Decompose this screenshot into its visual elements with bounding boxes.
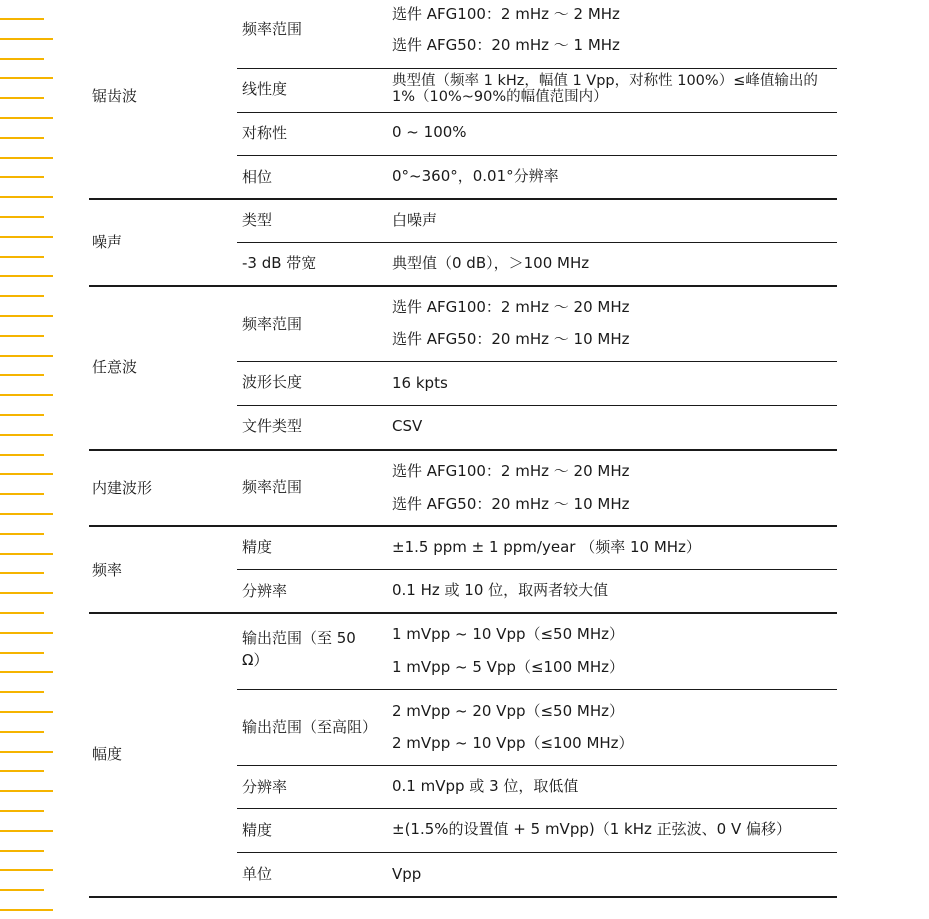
ruler-tick [0, 196, 53, 198]
param-label: 线性度 [242, 80, 288, 98]
category-label: 幅度 [92, 745, 123, 763]
param-label: 频率范围 [242, 478, 303, 496]
ruler-tick [0, 473, 53, 475]
ruler-tick [0, 612, 44, 614]
param-label: -3 dB 带宽 [242, 254, 317, 272]
ruler-tick [0, 770, 44, 772]
spec-row [237, 614, 837, 690]
ruler-tick [0, 869, 53, 871]
value-text: ±(1.5%的设置值 + 5 mVpp)（1 kHz 正弦波、0 V 偏移） [392, 820, 791, 838]
category-label: 锯齿波 [92, 87, 138, 105]
value-text: 选件 AFG100：2 mHz ～ 20 MHz [392, 462, 630, 480]
ruler-tick [0, 632, 53, 634]
ruler-tick [0, 493, 44, 495]
value-text: 1 mVpp ~ 5 Vpp（≤100 MHz） [392, 658, 625, 676]
ruler-tick [0, 572, 44, 574]
spec-row [237, 451, 837, 525]
ruler-tick [0, 533, 44, 535]
spec-row [237, 287, 837, 362]
ruler-tick [0, 256, 44, 258]
spec-group-arbitrary [89, 287, 837, 451]
ruler-tick [0, 157, 53, 159]
value-text: 0 ~ 100% [392, 123, 467, 141]
param-label: 频率范围 [242, 315, 303, 333]
spec-group-sawtooth [89, 0, 837, 200]
ruler-tick [0, 374, 44, 376]
param-label: 相位 [242, 168, 273, 186]
spec-row [237, 200, 837, 243]
ruler-tick [0, 434, 53, 436]
spec-row [237, 0, 837, 69]
ruler-tick [0, 275, 53, 277]
spec-row [237, 853, 837, 896]
param-label: 精度 [242, 821, 273, 839]
value-text: 白噪声 [392, 211, 438, 229]
category-label: 噪声 [92, 233, 123, 251]
ruler-tick [0, 97, 44, 99]
category-label: 频率 [92, 561, 123, 579]
ruler-tick [0, 315, 53, 317]
ruler-tick [0, 711, 53, 713]
ruler-tick [0, 790, 53, 792]
ruler-tick [0, 216, 44, 218]
category-label: 内建波形 [92, 479, 153, 497]
ruler-tick [0, 38, 53, 40]
ruler-tick [0, 751, 53, 753]
value-text: 2 mVpp ~ 10 Vpp（≤100 MHz） [392, 734, 634, 752]
param-label: 单位 [242, 865, 273, 883]
value-text: CSV [392, 417, 423, 435]
param-label: 输出范围（至 50 Ω） [242, 629, 356, 669]
spec-group-amplitude [89, 614, 837, 898]
spec-group-frequency [89, 527, 837, 614]
value-text: 0.1 mVpp 或 3 位，取低值 [392, 777, 579, 795]
param-label: 文件类型 [242, 417, 303, 435]
ruler-tick [0, 137, 44, 139]
spec-row [237, 243, 837, 285]
spec-row [237, 527, 837, 570]
ruler-tick [0, 58, 44, 60]
value-text: 典型值（频率 1 kHz，幅值 1 Vpp，对称性 100%）≤峰值输出的 1%（10%~90%的幅值范围内） [392, 73, 818, 105]
ruler-tick [0, 414, 44, 416]
value-text: 选件 AFG50：20 mHz ～ 1 MHz [392, 36, 620, 54]
ruler-tick [0, 18, 44, 20]
param-label: 对称性 [242, 124, 288, 142]
specification-table [89, 0, 837, 919]
value-text: 1 mVpp ~ 10 Vpp（≤50 MHz） [392, 625, 625, 643]
value-text: 16 kpts [392, 374, 448, 392]
ruler-tick [0, 691, 44, 693]
ruler-tick [0, 810, 44, 812]
spec-row [237, 69, 837, 113]
value-text: 2 mVpp ~ 20 Vpp（≤50 MHz） [392, 702, 625, 720]
value-text: ±1.5 ppm ± 1 ppm/year （频率 10 MHz） [392, 538, 701, 556]
value-text: Vpp [392, 865, 422, 883]
spec-row [237, 766, 837, 809]
spec-row [237, 690, 837, 766]
param-label: 输出范围（至高阻） [242, 718, 378, 736]
ruler-tick [0, 454, 44, 456]
ruler-tick [0, 394, 53, 396]
spec-row [237, 113, 837, 156]
spec-row [237, 406, 837, 449]
param-label: 分辨率 [242, 582, 288, 600]
spec-row [237, 809, 837, 853]
spec-row [237, 362, 837, 406]
ruler-tick [0, 592, 53, 594]
param-label: 分辨率 [242, 778, 288, 796]
ruler-tick [0, 553, 53, 555]
value-text: 选件 AFG100：2 mHz ～ 20 MHz [392, 298, 630, 316]
param-label: 频率范围 [242, 20, 303, 38]
ruler-tick [0, 850, 44, 852]
ruler-tick [0, 77, 53, 79]
ruler-tick [0, 909, 53, 911]
ruler-tick [0, 176, 44, 178]
spec-group-builtin-waveform [89, 451, 837, 527]
ruler-tick [0, 513, 53, 515]
ruler-tick [0, 731, 44, 733]
param-label: 波形长度 [242, 373, 303, 391]
spec-group-noise [89, 200, 837, 287]
ruler-tick [0, 830, 53, 832]
value-text: 选件 AFG100：2 mHz ～ 2 MHz [392, 5, 620, 23]
ruler-tick [0, 889, 44, 891]
value-text: 0.1 Hz 或 10 位，取两者较大值 [392, 581, 609, 599]
value-text: 选件 AFG50：20 mHz ～ 10 MHz [392, 330, 630, 348]
category-label: 任意波 [92, 358, 138, 376]
margin-ruler-decoration [0, 0, 60, 919]
value-text: 典型值（0 dB），＞100 MHz [392, 254, 590, 272]
spec-row [237, 156, 837, 198]
ruler-tick [0, 355, 53, 357]
value-text: 选件 AFG50：20 mHz ～ 10 MHz [392, 495, 630, 513]
ruler-tick [0, 671, 53, 673]
ruler-tick [0, 117, 53, 119]
ruler-tick [0, 652, 44, 654]
param-label: 精度 [242, 538, 273, 556]
ruler-tick [0, 335, 44, 337]
spec-row [237, 570, 837, 612]
param-label: 类型 [242, 211, 273, 229]
ruler-tick [0, 236, 53, 238]
ruler-tick [0, 295, 44, 297]
value-text: 0°~360°，0.01°分辨率 [392, 167, 559, 185]
